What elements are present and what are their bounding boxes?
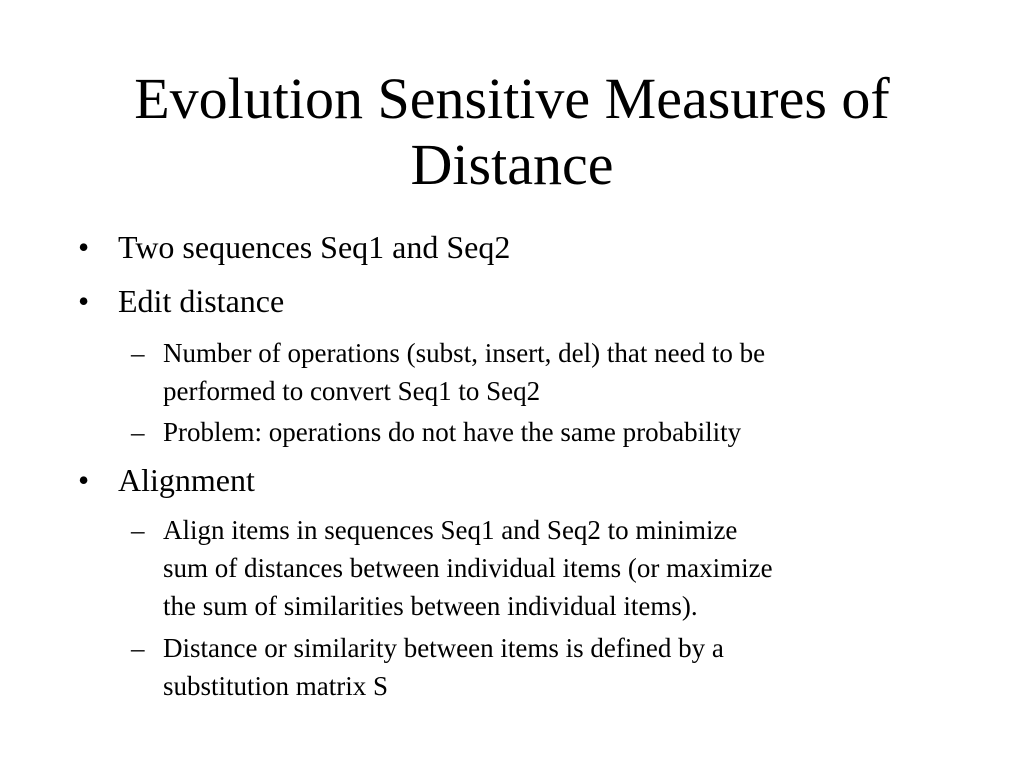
bullet-item xyxy=(78,282,285,320)
bullet-item xyxy=(78,461,255,499)
sub-bullet-text: Distance or similarity between items is defined by a xyxy=(163,633,724,663)
sub-bullet-text: performed to convert Seq1 to Seq2 xyxy=(163,376,541,406)
slide-title-line: Distance xyxy=(410,132,614,197)
sub-bullet-text: Align items in sequences Seq1 and Seq2 to minimize xyxy=(163,515,738,545)
bullet-text: Two sequences Seq1 and Seq2 xyxy=(118,229,511,265)
bullet-text: Alignment xyxy=(118,462,255,498)
sub-bullet-item xyxy=(131,511,773,625)
sub-bullet-text: substitution matrix S xyxy=(163,671,389,701)
sub-bullet-text: Number of operations (subst, insert, del) that need to be xyxy=(163,338,766,368)
sub-bullet-item xyxy=(131,629,724,705)
sub-bullet-marker: – xyxy=(131,633,145,663)
slide-title xyxy=(60,66,964,198)
bullet-marker: • xyxy=(78,283,90,319)
sub-bullet-text: Problem: operations do not have the same probability xyxy=(163,417,742,447)
sub-bullet-marker: – xyxy=(131,417,145,447)
sub-bullet-text: sum of distances between individual items (or maximize xyxy=(163,553,773,583)
bullet-marker: • xyxy=(78,462,90,498)
slide-title-line: Evolution Sensitive Measures of xyxy=(134,66,890,131)
sub-bullet-marker: – xyxy=(131,338,145,368)
sub-bullet-marker: – xyxy=(131,515,145,545)
sub-bullet-item xyxy=(131,334,766,410)
bullet-marker: • xyxy=(78,229,90,265)
bullet-item xyxy=(78,228,511,266)
sub-bullet-text: the sum of similarities between individual items). xyxy=(163,591,698,621)
sub-bullet-item xyxy=(131,413,742,451)
bullet-text: Edit distance xyxy=(118,283,285,319)
